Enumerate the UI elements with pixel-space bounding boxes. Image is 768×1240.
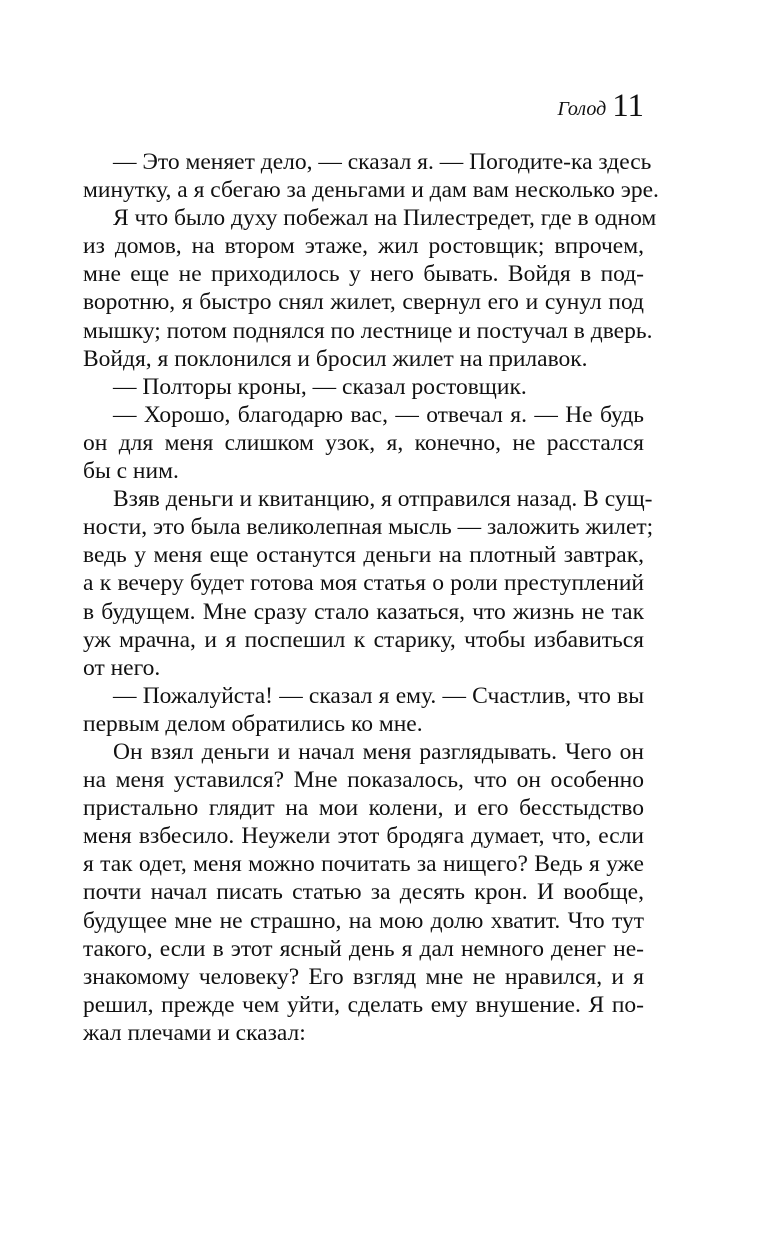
- paragraph: [83, 401, 644, 485]
- text-line: от него.: [83, 654, 161, 681]
- text-line: будущее мне не страшно, на мою долю хватит. Что тут: [83, 907, 644, 934]
- text-line: — Полторы кроны, — сказал ростовщик.: [113, 373, 527, 400]
- book-title: Голод: [557, 98, 607, 120]
- text-line: он для меня слишком узок, я, конечно, не расстался: [83, 429, 644, 456]
- paragraph: [83, 682, 644, 738]
- text-line: почти начал писать статью за десять крон. И вообще,: [83, 879, 644, 906]
- text-line: бы с ним.: [83, 458, 179, 485]
- text-line: я так одет, меня можно почитать за нищего? Ведь я уже: [83, 851, 644, 878]
- text-line: пристально глядит на мои колени, и его бесстыдство: [83, 795, 644, 822]
- text-line: Взяв деньги и квитанцию, я отправился назад. В сущ-: [113, 486, 653, 513]
- text-line: первым делом обратились ко мне.: [83, 710, 423, 737]
- text-line: — Это меняет дело, — сказал я. — Погодите-ка здесь: [113, 149, 652, 175]
- body-text: [83, 148, 659, 1047]
- text-line: мне еще не приходилось у него бывать. Войдя в под-: [83, 261, 644, 288]
- text-line: на меня уставился? Мне показалось, что он особенно: [83, 767, 644, 794]
- text-line: Войдя, я поклонился и бросил жилет на прилавок.: [83, 345, 588, 372]
- text-line: уж мрачна, и я поспешил к старику, чтобы избавиться: [83, 626, 644, 653]
- paragraph: [83, 485, 654, 682]
- text-line: а к вечеру будет готова моя статья о роли преступлений: [83, 570, 644, 597]
- text-line: ведь у меня еще останутся деньги на плотный завтрак,: [83, 542, 644, 569]
- text-line: жал плечами и сказал:: [83, 1019, 306, 1046]
- paragraph: [83, 204, 657, 373]
- running-header: [540, 88, 644, 132]
- paragraph: [83, 373, 644, 401]
- text-line: мышку; потом поднялся по лестнице и постучал в дверь.: [83, 317, 653, 344]
- text-line: из домов, на втором этаже, жил ростовщик; впрочем,: [83, 233, 644, 260]
- text-line: Я что было духу побежал на Пилестредет, где в одном: [113, 205, 657, 232]
- text-line: воротню, я быстро снял жилет, свернул его и сунул под: [83, 289, 644, 316]
- text-line: — Пожалуйста! — сказал я ему. — Счастлив, что вы: [113, 682, 644, 709]
- text-line: ности, это была великолепная мысль — заложить жилет;: [83, 514, 654, 541]
- text-line: в будущем. Мне сразу стало казаться, что жизнь не так: [83, 598, 644, 625]
- text-line: — Хорошо, благодарю вас, — отвечал я. — Не будь: [113, 401, 644, 428]
- text-line: такого, если в этот ясный день я дал немного денег не-: [83, 935, 644, 962]
- paragraph: [83, 148, 659, 204]
- text-line: меня взбесило. Неужели этот бродяга думает, что, если: [83, 823, 644, 850]
- text-line: Он взял деньги и начал меня разглядывать. Чего он: [113, 738, 644, 765]
- text-line: знакомому человеку? Его взгляд мне не нравился, и я: [83, 963, 644, 990]
- paragraph: [83, 738, 644, 1047]
- text-line: решил, прежде чем уйти, сделать ему внушение. Я по-: [83, 991, 644, 1018]
- page-number: 11: [612, 88, 644, 124]
- text-line: минутку, а я сбегаю за деньгами и дам вам несколько эре.: [83, 177, 659, 204]
